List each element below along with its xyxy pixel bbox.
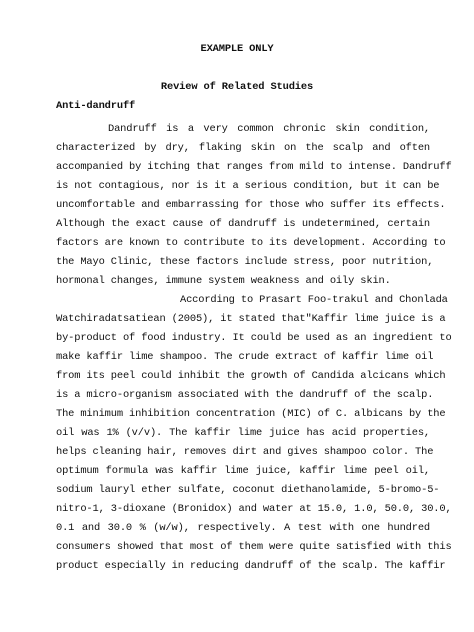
paragraph-line: is not contagious, nor is it a serious condition, but it can be (56, 180, 440, 192)
paragraph-line: consumers showed that most of them were quite satisfied with this (56, 541, 452, 553)
paragraph-line: accompanied by itching that ranges from mild to intense. Dandruff (56, 161, 452, 173)
section-heading: Anti-dandruff (56, 100, 136, 112)
paragraph-line: the Mayo Clinic, these factors include stress, poor nutrition, (56, 256, 434, 268)
paragraph-line: The minimum inhibition concentration (MIC) of C. albicans by the (56, 408, 446, 420)
paragraph-line: Watchiradatsatiean (2005), it stated that"Kaffir lime juice is a (56, 313, 446, 325)
paragraph-line: is a micro-organism associated with the dandruff of the scalp. (56, 389, 434, 401)
paragraph-line: characterized by dry, flaking skin on the scalp and often (56, 142, 430, 154)
paragraph-line: optimum formula was kaffir lime juice, kaffir lime peel oil, (56, 465, 430, 477)
paragraph-line: hormonal changes, immune system weakness and oily skin. (56, 275, 391, 287)
paragraph-line: 0.1 and 30.0 % (w/w), respectively. A test with one hundred (56, 522, 430, 534)
page-title: Review of Related Studies (160, 81, 314, 93)
paragraph-line: sodium lauryl ether sulfate, coconut diethanolamide, 5-bromo-5- (56, 484, 440, 496)
paragraph-line: uncomfortable and embarrassing for those who suffer its effects. (56, 199, 446, 211)
paragraph-line: oil was 1% (v/v). The kaffir lime juice has acid properties, (56, 427, 430, 439)
paragraph-line: factors are known to contribute to its development. According to (56, 237, 446, 249)
paragraph-line: make kaffir lime shampoo. The crude extract of kaffir lime oil (56, 351, 434, 363)
paragraph-line: According to Prasart Foo-trakul and Chonlada (180, 294, 448, 306)
paragraph-line: Although the exact cause of dandruff is undetermined, certain (56, 218, 430, 230)
paragraph-line: nitro-1, 3-dioxane (Bronidox) and water at 15.0, 1.0, 50.0, 30.0, (56, 503, 452, 515)
example-only-notice: EXAMPLE ONLY (200, 43, 274, 55)
paragraph-line: Dandruff is a very common chronic skin condition, (108, 123, 430, 135)
paragraph-line: helps cleaning hair, removes dirt and gives shampoo color. The (56, 446, 434, 458)
paragraph-line: from its peel could inhibit the growth of Candida alcicans which (56, 370, 446, 382)
paragraph-line: product especially in reducing dandruff of the scalp. The kaffir (56, 560, 446, 572)
paragraph-line: by-product of food industry. It could be used as an ingredient to (56, 332, 452, 344)
